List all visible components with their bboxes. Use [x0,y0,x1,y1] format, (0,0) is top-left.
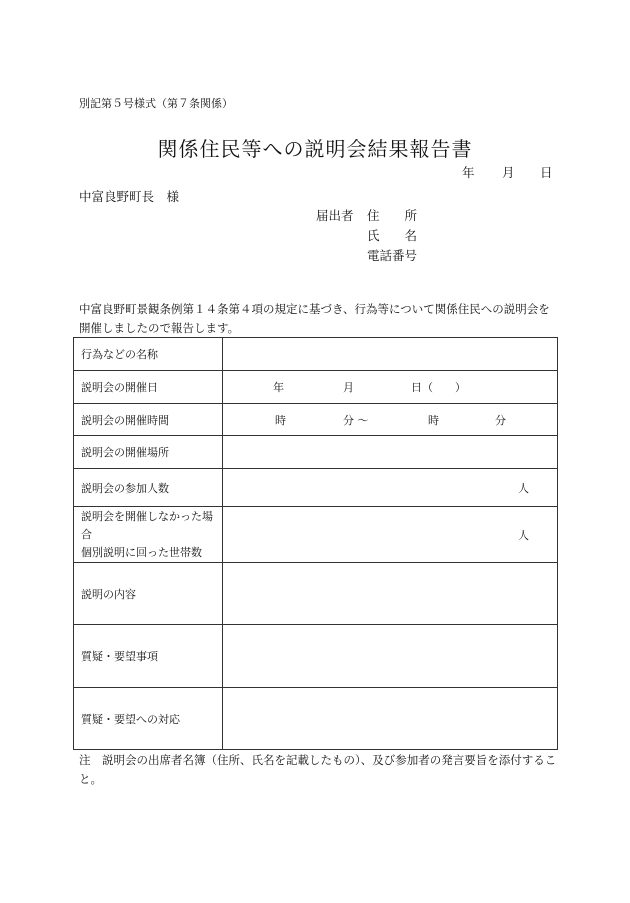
people-unit-label: 人 [518,528,529,542]
row-label: 説明会の参加人数 [74,469,223,507]
day-label: 日（ ） [411,381,466,394]
filer-address-label: 住 所 [367,208,418,223]
date-month-label: 月 [502,165,515,180]
row-label: 説明会の開催時間 [74,404,223,436]
table-row [74,563,558,625]
footnote: 注 説明会の出席者名簿（住所、氏名を記載したもの）、及び参加者の発言要旨を添付すること。 [79,753,557,786]
row-label-line: 合 [81,527,92,541]
table-row [74,338,558,371]
row-label-line: 個別説明に回った世帯数 [81,545,202,559]
row-label-multiline [74,507,223,563]
addressee: 中富良野町長 様 [79,189,180,204]
row-label: 質疑・要望事項 [74,625,223,688]
table-row [74,469,558,507]
action-name-field[interactable] [223,338,558,371]
meeting-date-field[interactable] [223,371,558,404]
attendee-count-field[interactable] [223,469,558,507]
start-minute-label: 分 ～ [343,413,369,427]
table-row [74,436,558,469]
row-label-line: 説明会を開催しなかった場 [81,509,213,523]
row-label: 行為などの名称 [74,338,223,371]
questions-requests-field[interactable] [223,625,558,688]
explanation-content-field[interactable] [223,563,558,625]
row-label: 説明会の開催場所 [74,436,223,469]
household-count-field[interactable] [223,507,558,563]
intro-text: 中富良野町景観条例第１４条第４項の規定に基づき、行為等について関係住民への説明会を開催しましたので報告します。 [79,302,550,335]
end-hour-label: 時 [428,413,439,427]
start-hour-label: 時 [275,413,286,427]
table-row [74,688,558,750]
people-unit-label: 人 [518,481,529,495]
report-table [73,337,558,750]
table-row [74,625,558,688]
year-label: 年 [273,381,284,394]
filer-name-label: 氏 名 [367,228,418,243]
filer-phone-label: 電話番号 [367,248,418,263]
row-label: 説明の内容 [74,563,223,625]
document-title: 関係住民等への説明会結果報告書 [157,137,473,161]
meeting-place-field[interactable] [223,436,558,469]
end-minute-label: 分 [495,413,506,427]
table-row [74,371,558,404]
month-label: 月 [343,381,354,394]
response-field[interactable] [223,688,558,750]
form-number: 別記第５号様式（第７条関係） [79,97,233,110]
row-label: 説明会の開催日 [74,371,223,404]
meeting-time-field[interactable] [223,404,558,436]
filer-label: 届出者 [316,208,354,223]
row-label: 質疑・要望への対応 [74,688,223,750]
table-row [74,404,558,436]
date-day-label: 日 [540,165,553,180]
table-row [74,507,558,563]
date-year-label: 年 [462,165,475,180]
